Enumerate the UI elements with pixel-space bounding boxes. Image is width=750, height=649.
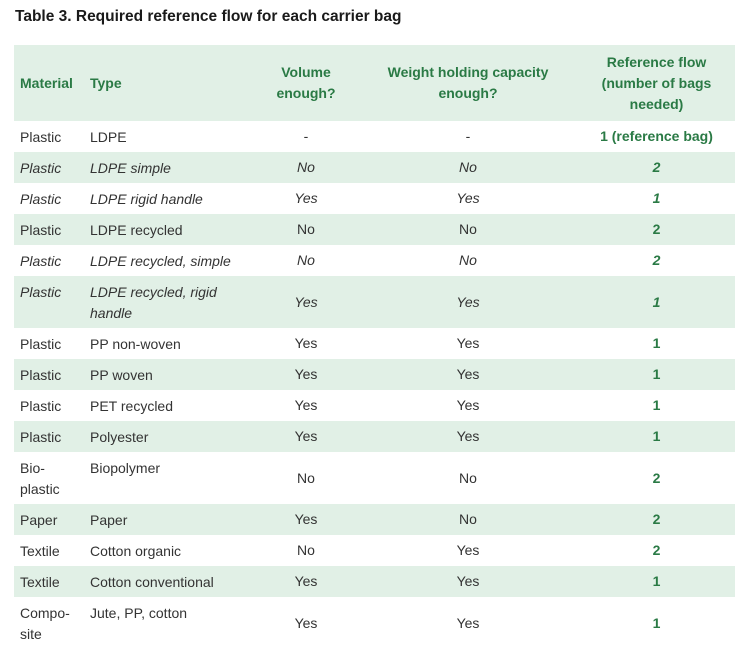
cell-weight: Yes <box>456 190 480 206</box>
cell-material: Plastic <box>14 276 84 328</box>
table-row <box>14 214 735 245</box>
table-row <box>14 504 735 535</box>
reference-flow-table <box>14 45 735 649</box>
cell-volume: No <box>297 252 315 268</box>
cell-type: LDPE recycled, rigid handle <box>84 276 254 328</box>
table-row <box>14 276 735 328</box>
cell-material: Plastic <box>20 253 62 269</box>
cell-volume: No <box>297 469 315 486</box>
cell-reference-flow: 1 <box>652 190 661 206</box>
table-row <box>14 535 735 566</box>
cell-reference-flow: 1 <box>652 335 661 351</box>
table-row <box>14 183 735 214</box>
cell-material: Plastic <box>14 421 84 452</box>
cell-type: LDPE <box>90 129 127 145</box>
cell-type: LDPE recycled <box>84 214 254 245</box>
header-type: Type <box>84 45 254 121</box>
table-row <box>14 421 735 452</box>
header-volume: Volume enough? <box>254 45 358 121</box>
cell-type: Jute, PP, cotton <box>90 605 188 621</box>
cell-weight: No <box>459 252 477 268</box>
table-row <box>14 390 735 421</box>
cell-reference-flow: 2 <box>578 214 735 245</box>
cell-reference-flow: 1 <box>578 276 735 328</box>
cell-reference-flow: 2 <box>652 469 661 486</box>
table-caption: Table 3. Required reference flow for each carrier bag <box>15 8 402 25</box>
cell-material: Plastic <box>14 214 84 245</box>
cell-type: LDPE recycled, simple <box>90 253 231 269</box>
cell-weight: Yes <box>358 566 578 597</box>
header-row <box>14 45 735 121</box>
cell-reference-flow: 1 <box>578 359 735 390</box>
cell-material: Plastic <box>14 359 84 390</box>
cell-volume: Yes <box>254 504 358 535</box>
table-row <box>14 359 735 390</box>
cell-volume: Yes <box>254 421 358 452</box>
cell-volume: Yes <box>294 335 318 351</box>
cell-material: Plastic <box>20 129 62 145</box>
cell-type: PET recycled <box>90 398 173 414</box>
cell-volume: Yes <box>294 614 318 631</box>
cell-volume: No <box>254 214 358 245</box>
cell-reference-flow: 1 <box>652 614 661 631</box>
cell-weight: Yes <box>456 397 480 413</box>
cell-type: Paper <box>84 504 254 535</box>
table-row <box>14 245 735 276</box>
cell-volume: No <box>297 542 315 558</box>
cell-volume: Yes <box>254 566 358 597</box>
cell-weight: Yes <box>358 276 578 328</box>
cell-reference-flow: 1 <box>652 397 661 413</box>
cell-volume: - <box>303 128 309 144</box>
table-row <box>14 452 735 504</box>
cell-weight: No <box>459 469 477 486</box>
table-row <box>14 566 735 597</box>
cell-volume: Yes <box>294 397 318 413</box>
cell-material: Textile <box>20 543 60 559</box>
table-row <box>14 597 735 649</box>
cell-type: PP non-woven <box>90 336 181 352</box>
cell-reference-flow: 2 <box>578 504 735 535</box>
cell-reference-flow: 1 (reference bag) <box>600 128 713 144</box>
cell-material: Plastic <box>20 398 62 414</box>
cell-reference-flow: 2 <box>652 542 661 558</box>
table-row <box>14 121 735 152</box>
header-weight: Weight holding capacity enough? <box>358 45 578 121</box>
cell-material: Textile <box>14 566 84 597</box>
cell-volume: Yes <box>254 359 358 390</box>
cell-type: Polyester <box>84 421 254 452</box>
cell-material: Paper <box>14 504 84 535</box>
cell-weight: No <box>358 214 578 245</box>
cell-weight: No <box>358 504 578 535</box>
header-reference-flow: Reference flow (number of bags needed) <box>578 45 735 121</box>
cell-type: PP woven <box>84 359 254 390</box>
cell-material: Plastic <box>14 152 84 183</box>
cell-type: LDPE simple <box>84 152 254 183</box>
cell-volume: Yes <box>294 190 318 206</box>
header-material: Material <box>14 45 84 121</box>
cell-reference-flow: 2 <box>652 252 661 268</box>
cell-volume: Yes <box>254 276 358 328</box>
cell-weight: - <box>465 128 471 144</box>
cell-material: Plastic <box>20 191 62 207</box>
cell-weight: Yes <box>358 421 578 452</box>
cell-type: LDPE rigid handle <box>90 191 203 207</box>
table-row <box>14 152 735 183</box>
cell-material: Compo-site <box>20 605 70 642</box>
cell-type: Cotton organic <box>90 543 182 559</box>
cell-weight: No <box>358 152 578 183</box>
cell-weight: Yes <box>456 614 480 631</box>
cell-reference-flow: 1 <box>578 566 735 597</box>
cell-volume: No <box>254 152 358 183</box>
cell-reference-flow: 2 <box>578 152 735 183</box>
cell-weight: Yes <box>456 335 480 351</box>
cell-type: Cotton conventional <box>84 566 254 597</box>
cell-reference-flow: 1 <box>578 421 735 452</box>
cell-weight: Yes <box>456 542 480 558</box>
cell-weight: Yes <box>358 359 578 390</box>
table-row <box>14 328 735 359</box>
cell-type: Biopolymer <box>90 460 161 476</box>
cell-material: Bio-plastic <box>20 460 60 497</box>
cell-material: Plastic <box>20 336 62 352</box>
